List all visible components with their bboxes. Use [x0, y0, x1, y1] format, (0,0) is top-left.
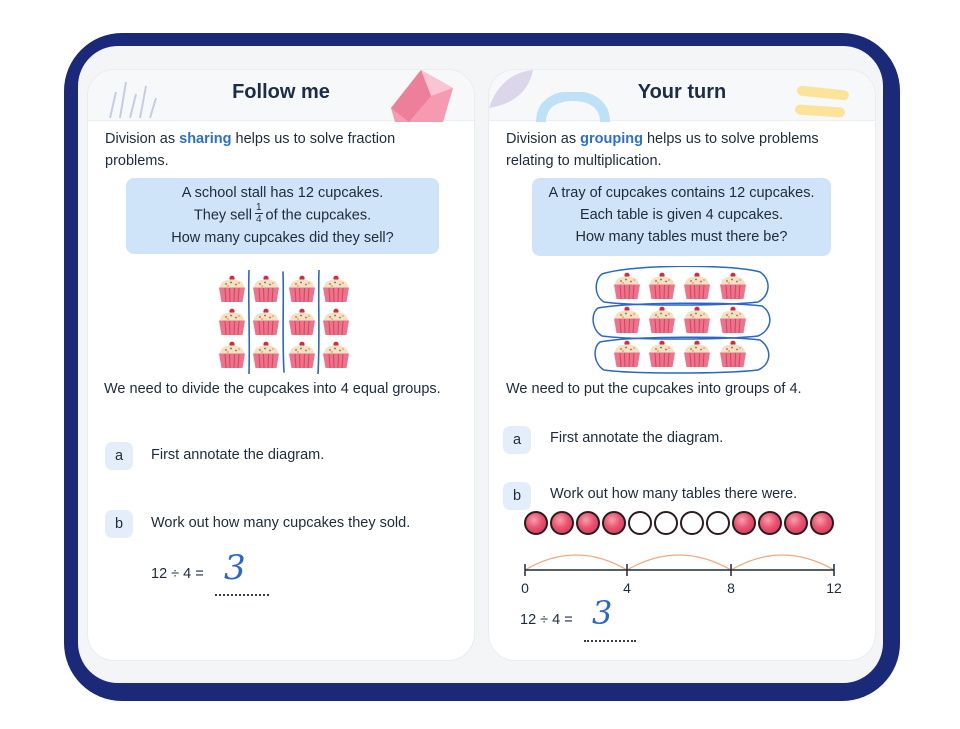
handwritten-answer: 3	[224, 548, 246, 588]
number-line	[519, 544, 844, 588]
cupcake-icon	[649, 341, 675, 367]
red-counter[interactable]	[810, 511, 834, 535]
question-a-text: First annotate the diagram.	[550, 430, 724, 446]
white-counter[interactable]	[706, 511, 730, 535]
question-a-text: First annotate the diagram.	[151, 447, 325, 463]
red-counter[interactable]	[524, 511, 548, 535]
answer-line[interactable]	[584, 640, 636, 642]
follow-me-panel	[88, 70, 474, 660]
question-a-label: a	[105, 442, 133, 470]
tick-label: 8	[727, 580, 735, 596]
prompt-line: Each table is given 4 cupcakes.	[579, 207, 784, 223]
cupcake-icon	[219, 309, 245, 335]
intro-text: Division as grouping helps us to solve problems relating to multiplication.	[506, 131, 819, 169]
prompt-line: They sell $\frac{1}{4}$ of the cupcakes.	[193, 202, 372, 225]
prompt-box	[532, 178, 831, 256]
cupcake-icon	[219, 342, 245, 368]
white-counter[interactable]	[628, 511, 652, 535]
cupcake-icon	[614, 341, 640, 367]
panel-title: Follow me	[232, 81, 330, 103]
cupcake-icon	[323, 342, 349, 368]
question-a-label: a	[503, 426, 531, 454]
cupcake-icon	[720, 341, 746, 367]
red-counter[interactable]	[602, 511, 626, 535]
counter-row	[524, 509, 836, 539]
handwritten-answer: 3	[592, 594, 613, 632]
cupcake-icon	[614, 307, 640, 333]
cupcake-icon	[253, 309, 279, 335]
cupcake-icon	[720, 307, 746, 333]
statement-text: We need to divide the cupcakes into 4 equal groups.	[104, 381, 441, 397]
fraction-one-quarter: $\frac{1}{4}$	[255, 202, 262, 225]
white-counter[interactable]	[680, 511, 704, 535]
tick-label: 4	[623, 580, 631, 596]
cupcake-diagram[interactable]	[214, 270, 354, 374]
equation: 12 ÷ 4 =	[520, 612, 573, 628]
cupcake-icon	[253, 342, 279, 368]
question-b-text: Work out how many cupcakes they sold.	[151, 515, 411, 531]
your-turn-panel	[489, 70, 875, 660]
cupcake-icon	[720, 273, 746, 299]
prompt-line: A tray of cupcakes contains 12 cupcakes.	[548, 185, 815, 201]
tick-label: 12	[826, 580, 842, 596]
cupcake-icon	[219, 276, 245, 302]
cupcake-icon	[289, 276, 315, 302]
white-counter[interactable]	[654, 511, 678, 535]
keyword-sharing: sharing	[179, 131, 232, 147]
screen	[78, 46, 883, 683]
jump-arcs	[525, 555, 834, 570]
cupcake-icon	[684, 307, 710, 333]
red-counter[interactable]	[550, 511, 574, 535]
cupcake-icon	[289, 342, 315, 368]
prompt-line: How many cupcakes did they sell?	[171, 230, 394, 246]
prompt-line: How many tables must there be?	[575, 229, 788, 245]
cupcake-icon	[649, 273, 675, 299]
question-b-label: b	[503, 482, 531, 510]
red-counter[interactable]	[576, 511, 600, 535]
answer-line[interactable]	[215, 594, 269, 596]
panel-header	[88, 70, 474, 121]
prompt-box	[126, 178, 439, 254]
statement-text: We need to put the cupcakes into groups of 4.	[506, 381, 802, 397]
cupcake-icon	[684, 341, 710, 367]
red-counter[interactable]	[758, 511, 782, 535]
question-b-text: Work out how many tables there were.	[550, 486, 798, 502]
red-counter[interactable]	[732, 511, 756, 535]
cupcake-icon	[323, 276, 349, 302]
intro-text: Division as sharing helps us to solve fraction problems.	[105, 131, 396, 169]
cupcake-icon	[684, 273, 710, 299]
tick-label: 0	[521, 580, 529, 596]
question-b-label: b	[105, 510, 133, 538]
cupcake-icon	[614, 273, 640, 299]
cupcake-icon	[323, 309, 349, 335]
cupcake-diagram[interactable]	[592, 266, 774, 374]
prompt-line: A school stall has 12 cupcakes.	[181, 185, 384, 201]
cupcake-icon	[253, 276, 279, 302]
red-counter[interactable]	[784, 511, 808, 535]
panel-title: Your turn	[637, 81, 727, 103]
panel-header	[489, 70, 875, 121]
keyword-grouping: grouping	[580, 131, 643, 147]
equation: 12 ÷ 4 =	[151, 566, 204, 582]
cupcake-icon	[289, 309, 315, 335]
cupcake-icon	[649, 307, 675, 333]
